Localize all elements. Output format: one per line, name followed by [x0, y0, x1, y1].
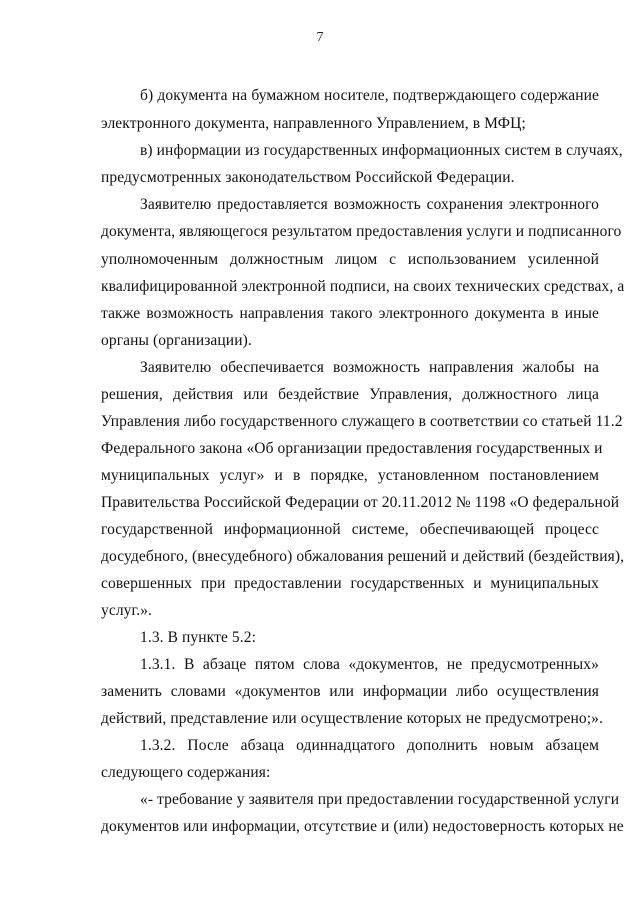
para-v-line-1: в) информации из государственных информационных систем в случаях,	[140, 142, 623, 159]
item-1-3-1-line-3: действий, представление или осуществление которых не предусмотрено;».	[101, 710, 603, 727]
para-complaint-line-9: совершенных при предоставлении государственных и муниципальных	[101, 575, 599, 592]
item-1-3-1-line-2: заменить словами «документов или информации либо осуществления	[101, 683, 599, 700]
para-complaint-line-6: Правительства Российской Федерации от 20.11.2012 № 1198 «О федеральной	[101, 494, 620, 511]
para-applicant-line-2: документа, являющегося результатом предоставления услуги и подписанного	[101, 223, 622, 240]
para-applicant-line-5: также возможность направления такого электронного документа в иные	[101, 305, 599, 322]
para-b-line-1: б) документа на бумажном носителе, подтверждающего содержание	[140, 87, 599, 104]
para-complaint-line-10: услуг.».	[101, 602, 153, 619]
para-complaint-line-4: Федерального закона «Об организации предоставления государственных и	[101, 440, 603, 457]
para-complaint-line-2: решения, действия или бездействие Управления, должностного лица	[101, 386, 599, 403]
page-number: 7	[316, 30, 324, 45]
item-1-3-2-line-1: 1.3.2. После абзаца одиннадцатого дополнить новым абзацем	[140, 737, 599, 754]
quote-line-2: документов или информации, отсутствие и (или) недостоверность которых не	[101, 818, 624, 835]
item-1-3-1-line-1: 1.3.1. В абзаце пятом слова «документов, не предусмотренных»	[140, 656, 599, 673]
para-v-line-2: предусмотренных законодательством Российской Федерации.	[101, 169, 515, 186]
para-b-line-2: электронного документа, направленного Управлением, в МФЦ;	[101, 115, 526, 132]
para-applicant-line-4: квалифицированной электронной подписи, на своих технических средствах, а	[101, 278, 625, 295]
para-complaint-line-7: государственной информационной системе, обеспечивающей процесс	[101, 521, 599, 538]
para-applicant-line-1: Заявителю предоставляется возможность сохранения электронного	[140, 196, 599, 213]
para-complaint-line-1: Заявителю обеспечивается возможность направления жалобы на	[140, 359, 599, 376]
para-complaint-line-5: муниципальных услуг» и в порядке, установленном постановлением	[101, 467, 599, 484]
para-applicant-line-6: органы (организации).	[101, 332, 252, 349]
para-complaint-line-8: досудебного, (внесудебного) обжалования решений и действий (бездействия),	[101, 548, 625, 565]
para-complaint-line-3: Управления либо государственного служащего в соответствии со статьей 11.2	[101, 413, 623, 430]
item-1-3-2-line-2: следующего содержания:	[101, 764, 271, 781]
quote-line-1: «- требование у заявителя при предоставлении государственной услуги	[140, 791, 620, 808]
para-applicant-line-3: уполномоченным должностным лицом с использованием усиленной	[101, 251, 599, 268]
item-1-3-line-1: 1.3. В пункте 5.2:	[140, 629, 257, 646]
